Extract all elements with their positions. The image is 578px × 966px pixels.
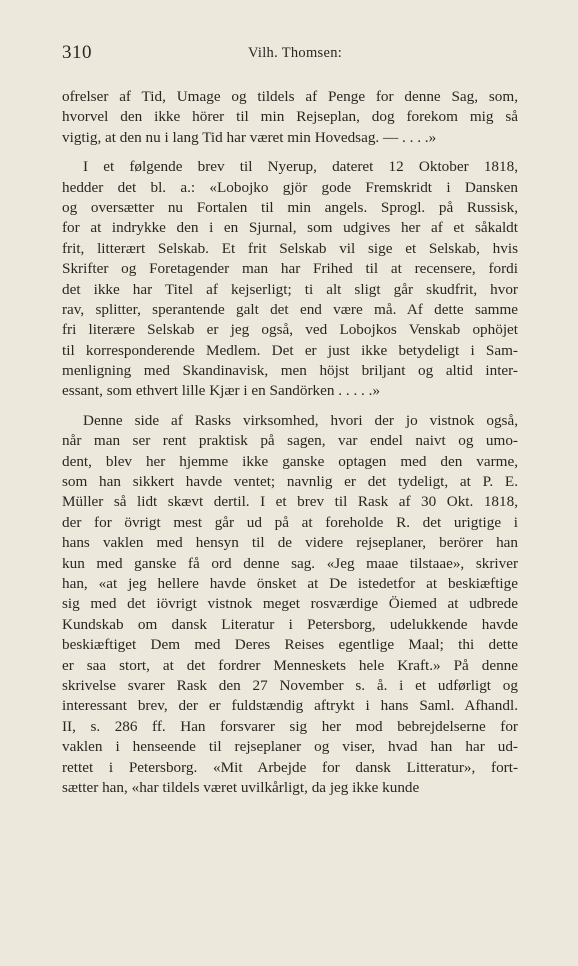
paragraph-gap — [62, 148, 518, 157]
paragraph — [62, 157, 518, 402]
text-line: når man ser rent praktisk på sagen, var endel naivt og umo- — [62, 432, 518, 450]
text-line: som han sikkert havde ventet; navnlig er det tydeligt, at P. E. — [62, 473, 518, 491]
text-line: essant, som ethvert lille Kjær i en Sandörken . . . . .» — [62, 382, 381, 400]
running-head — [62, 42, 518, 66]
text-line: kun med ganske få ord denne sag. «Jeg maae tilstaae», skriver — [62, 554, 518, 572]
paragraph — [62, 411, 518, 798]
text-line: der for övrigt mest går ud på at foreholde R. det urigtige i — [62, 513, 518, 531]
text-line: I et følgende brev til Nyerup, dateret 12 Oktober 1818, — [83, 158, 518, 176]
paragraph-gap — [62, 402, 518, 411]
text-line: hedder det bl. a.: «Lobojko gjör gode Fremskridt i Dansken — [62, 178, 518, 196]
text-line: rettet i Petersborg. «Mit Arbejde for dansk Litteratur», fort- — [62, 758, 518, 776]
text-line: II, s. 286 ff. Han forsvarer sig her mod bebrejdelserne for — [62, 717, 518, 735]
text-line: interessant brev, der er fuldstændig aftrykt i hans Saml. Afhandl. — [62, 697, 518, 715]
text-line: skrivelse svarer Rask den 27 November s. å. i et udførligt og — [62, 676, 518, 694]
body-text — [62, 87, 518, 798]
text-line: hvorvel den ikke hörer til min Rejseplan, dog forekom mig så — [62, 108, 518, 126]
text-line: til korresponderende Medlem. Det er just ikke betydeligt i Sam- — [62, 341, 518, 359]
text-line: og oversætter nu Fortalen til min angels. Sprogl. på Russisk, — [62, 198, 518, 216]
text-line: Kundskab om dansk Literatur i Petersborg, udelukkende havde — [62, 615, 518, 633]
text-line: han, «at jeg hellere havde önsket at De istedetfor at beskiæftige — [62, 574, 518, 592]
text-line: dent, blev her hjemme ikke ganske optagen med den varme, — [62, 452, 518, 470]
text-line: sætter han, «har tildels været uvilkårligt, da jeg ikke kunde — [62, 778, 420, 796]
text-line: det ikke har Titel af kejserligt; ti alt sligt går skudfrit, hvor — [62, 280, 518, 298]
text-line: Müller så lidt skævt dertil. I et brev til Rask af 30 Okt. 1818, — [62, 493, 518, 511]
book-page — [62, 0, 518, 966]
text-line: ofrelser af Tid, Umage og tildels af Penge for denne Sag, som, — [62, 88, 518, 105]
running-title: Vilh. Thomsen: — [248, 45, 343, 61]
text-line: rav, splitter, sperantende galt det end være må. Af dette samme — [62, 300, 518, 318]
paragraph — [62, 87, 518, 148]
text-line: sig med det iövrigt vistnok meget rosværdige Öiemed at udbrede — [62, 595, 518, 613]
text-line: Denne side af Rasks virksomhed, hvori der jo vistnok også, — [83, 411, 518, 429]
text-line: beskiæftiget Dem med Deres Reises egentlige Maal; thi dette — [62, 636, 518, 654]
page-number: 310 — [62, 42, 92, 63]
text-line: vaklen i henseende til rejseplaner og viser, hvad han har ud- — [62, 738, 518, 756]
text-line: fri literære Selskab er jeg også, ved Lobojkos Venskab ophöjet — [62, 321, 518, 339]
text-line: hans vaklen med hensyn til de videre rejseplaner, berörer han — [62, 534, 518, 552]
text-line: vigtig, at den nu i lang Tid har været min Hovedsag. — . . . .» — [62, 128, 437, 146]
text-line: er saa stort, at det fordrer Menneskets hele Kraft.» På denne — [62, 656, 518, 674]
text-line: frit, litterært Selskab. Et frit Selskab vil sige et Selskab, hvis — [62, 239, 518, 257]
text-line: menligning med Skandinavisk, men höjst briljant og altid inter- — [62, 362, 518, 380]
text-line: Skrifter og Foretagender man har Frihed til at recensere, fordi — [62, 260, 518, 278]
text-line: for at indrykke den i en Sjurnal, som udgives her af et såkaldt — [62, 219, 518, 237]
